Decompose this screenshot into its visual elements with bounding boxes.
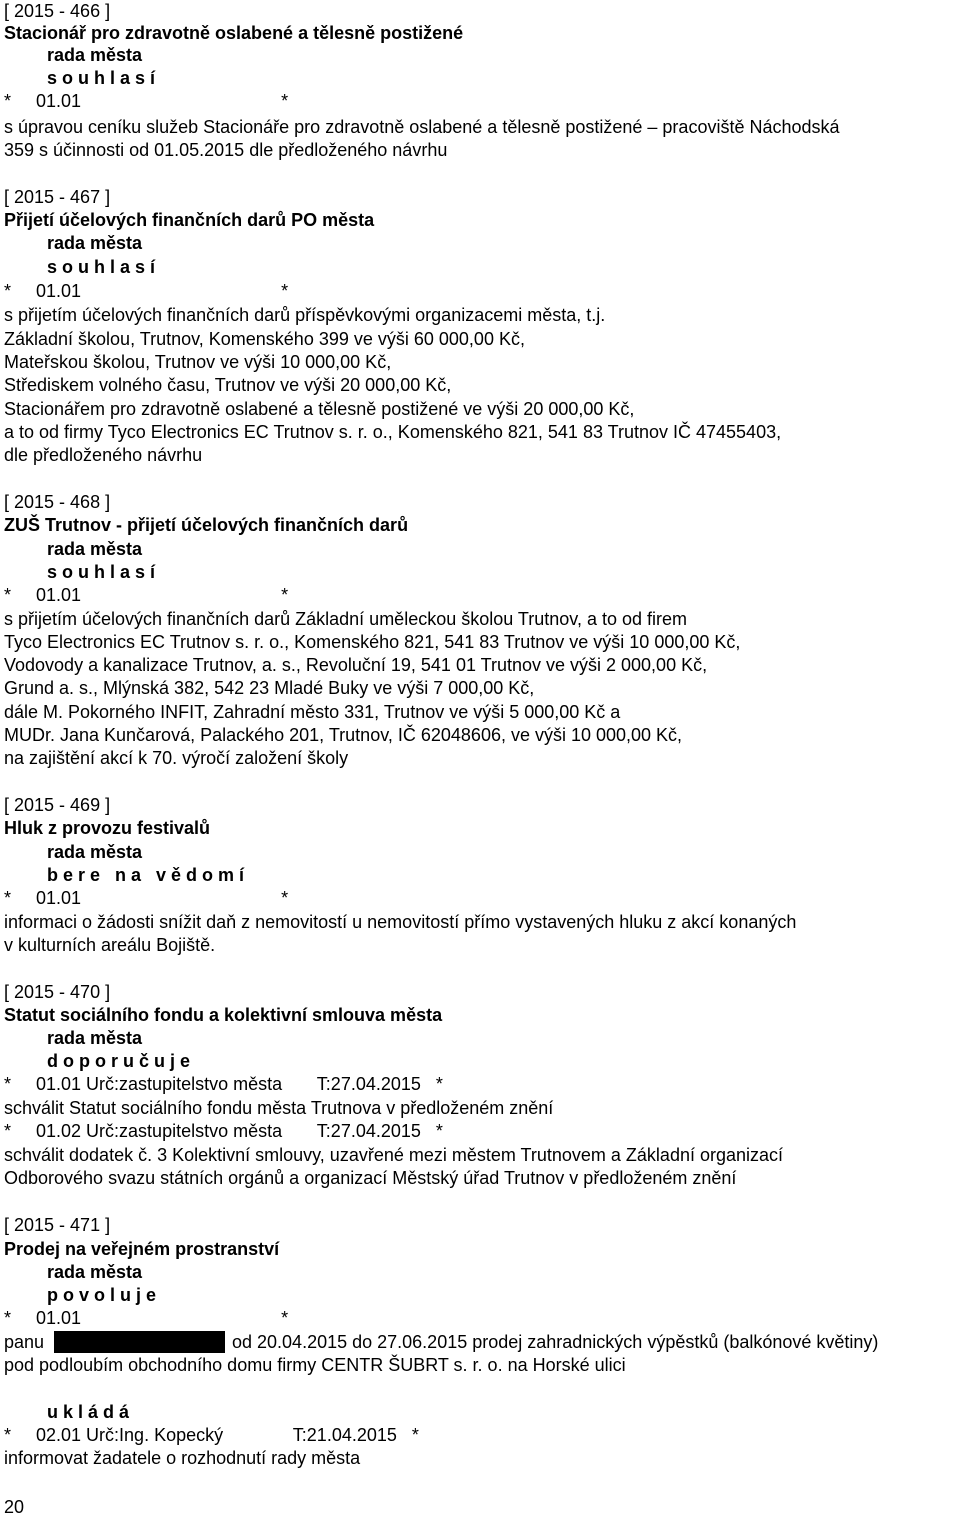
section-471-text-1: od 20.04.2015 do 27.06.2015 prodej zahradnických výpěstků (balkónové květiny) xyxy=(232,1332,879,1352)
section-467-text-6: a to od firmy Tyco Electronics EC Trutnov s. r. o., Komenského 821, 541 83 Trutnov IČ 47455403, xyxy=(4,422,782,442)
section-468-title: ZUŠ Trutnov - přijetí účelových finančních darů xyxy=(4,515,409,535)
section-471-text-2: pod podloubím obchodního domu firmy CENTR ŠUBRT s. r. o. na Horské ulici xyxy=(4,1355,626,1375)
section-468-text-3: Vodovody a kanalizace Trutnov, a. s., Revoluční 19, 541 01 Trutnov ve výši 2 000,00 Kč, xyxy=(4,655,708,675)
section-467-text-5: Stacionářem pro zdravotně oslabené a tělesně postižené ve výši 20 000,00 Kč, xyxy=(4,399,635,419)
section-469-title: Hluk z provozu festivalů xyxy=(4,818,211,838)
section-471-item-1: * 01.01 * xyxy=(4,1308,289,1328)
section-467-number: [ 2015 - 467 ] xyxy=(4,187,111,207)
section-467-body: rada města xyxy=(47,233,143,253)
section-470-item-1: * 01.01 Urč:zastupitelstvo města T:27.04.2015 * xyxy=(4,1074,443,1094)
section-470-text-1: schválit Statut sociálního fondu města Trutnova v předloženém znění xyxy=(4,1098,554,1118)
section-471-verb: p o v o l u j e xyxy=(47,1285,157,1305)
section-469-number: [ 2015 - 469 ] xyxy=(4,795,111,815)
section-468-number: [ 2015 - 468 ] xyxy=(4,492,111,512)
section-469-verb: b e r e n a v ě d o m í xyxy=(47,865,245,885)
section-470-verb: d o p o r u č u j e xyxy=(47,1051,191,1071)
section-470-text-3: Odborového svazu státních orgánů a organizací Městský úřad Trutnov v předloženém znění xyxy=(4,1168,737,1188)
section-470-title: Statut sociálního fondu a kolektivní smlouva města xyxy=(4,1005,443,1025)
section-471-item-2: * 02.01 Urč:Ing. Kopecký T:21.04.2015 * xyxy=(4,1425,419,1445)
section-469-text-2: v kulturních areálu Bojiště. xyxy=(4,935,216,955)
section-471-text-3: informovat žadatele o rozhodnutí rady města xyxy=(4,1448,361,1468)
section-471-panu: panu xyxy=(4,1332,45,1352)
section-467-text-1: s přijetím účelových finančních darů příspěvkovými organizacemi města, t.j. xyxy=(4,305,606,325)
section-469-item: * 01.01 * xyxy=(4,888,289,908)
page-number: 20 xyxy=(4,1497,25,1517)
section-471-verb-2: u k l á d á xyxy=(47,1402,130,1422)
section-468-text-7: na zajištění akcí k 70. výročí založení školy xyxy=(4,748,349,768)
section-466-number: [ 2015 - 466 ] xyxy=(4,1,111,21)
section-467-title: Přijetí účelových finančních darů PO města xyxy=(4,210,375,230)
section-468-text-1: s přijetím účelových finančních darů Základní uměleckou školou Trutnov, a to od firem xyxy=(4,609,687,629)
section-467-item: * 01.01 * xyxy=(4,281,289,301)
section-468-text-5: dále M. Pokorného INFIT, Zahradní město 331, Trutnov ve výši 5 000,00 Kč a xyxy=(4,702,621,722)
section-467-text-7: dle předloženého návrhu xyxy=(4,445,203,465)
section-467-verb: s o u h l a s í xyxy=(47,257,156,277)
redaction-bar xyxy=(54,1331,225,1353)
section-469-text-1: informaci o žádosti snížit daň z nemovitostí u nemovitostí přímo vystavených hluku z akcí konaných xyxy=(4,912,797,932)
section-470-item-2: * 01.02 Urč:zastupitelstvo města T:27.04.2015 * xyxy=(4,1121,443,1141)
section-468-text-4: Grund a. s., Mlýnská 382, 542 23 Mladé Buky ve výši 7 000,00 Kč, xyxy=(4,678,535,698)
section-466-text-2: 359 s účinnosti od 01.05.2015 dle předloženého návrhu xyxy=(4,140,448,160)
section-468-verb: s o u h l a s í xyxy=(47,562,156,582)
section-468-text-2: Tyco Electronics EC Trutnov s. r. o., Komenského 821, 541 83 Trutnov ve výši 10 000,00 Kč, xyxy=(4,632,741,652)
section-469-body: rada města xyxy=(47,842,143,862)
section-466-body: rada města xyxy=(47,45,143,65)
section-467-text-2: Základní školou, Trutnov, Komenského 399 ve výši 60 000,00 Kč, xyxy=(4,329,525,349)
section-470-body: rada města xyxy=(47,1028,143,1048)
section-467-text-3: Mateřskou školou, Trutnov ve výši 10 000,00 Kč, xyxy=(4,352,392,372)
section-468-text-6: MUDr. Jana Kunčarová, Palackého 201, Trutnov, IČ 62048606, ve výši 10 000,00 Kč, xyxy=(4,725,683,745)
section-471-body: rada města xyxy=(47,1262,143,1282)
section-467-text-4: Střediskem volného času, Trutnov ve výši 20 000,00 Kč, xyxy=(4,375,452,395)
section-466-verb: s o u h l a s í xyxy=(47,68,156,88)
section-466-item: * 01.01 * xyxy=(4,91,289,111)
section-468-body: rada města xyxy=(47,539,143,559)
section-466-text-1: s úpravou ceníku služeb Stacionáře pro zdravotně oslabené a tělesně postižené – pracoviště Náchodská xyxy=(4,117,840,137)
section-470-number: [ 2015 - 470 ] xyxy=(4,982,111,1002)
section-470-text-2: schválit dodatek č. 3 Kolektivní smlouvy, uzavřené mezi městem Trutnovem a Základní organizací xyxy=(4,1145,784,1165)
section-466-title: Stacionář pro zdravotně oslabené a tělesně postižené xyxy=(4,23,464,43)
section-471-title: Prodej na veřejném prostranství xyxy=(4,1239,280,1259)
section-468-item: * 01.01 * xyxy=(4,585,289,605)
section-471-number: [ 2015 - 471 ] xyxy=(4,1215,111,1235)
